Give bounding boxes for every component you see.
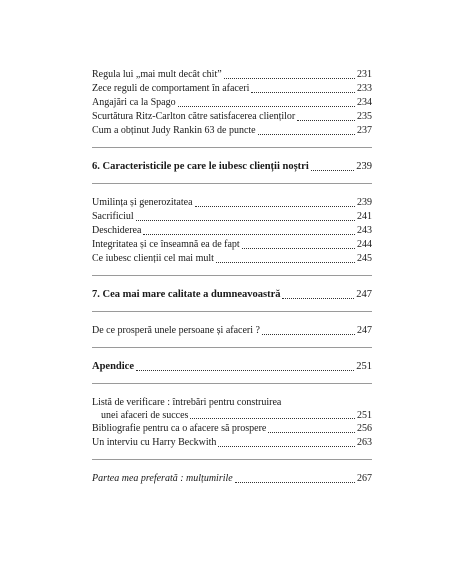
leader-dots [282,297,354,299]
toc-entry-page: 235 [357,111,372,122]
toc-entry-page: 233 [357,83,372,94]
leader-dots [251,91,355,93]
chapter-page: 239 [356,161,372,172]
toc-entry [92,68,372,82]
leader-dots [178,105,355,107]
leader-dots [143,233,355,235]
toc-entry [92,324,372,338]
toc-entry-label: De ce prosperă unele persoane și afaceri ? [92,325,260,336]
toc-entry-label: Sacrificiul [92,211,134,222]
toc-entry [92,210,372,224]
toc-entry-label: Ce iubesc clienții cel mai mult [92,253,214,264]
final-section [92,459,372,486]
chapter-heading [92,288,372,302]
toc-entry-label: Deschiderea [92,225,142,236]
leader-dots [311,169,355,171]
toc-entry-label: Angajări ca la Spago [92,97,176,108]
leader-dots [216,261,355,263]
appendix-heading [92,360,372,374]
toc-entry [92,472,372,486]
appendix-section [92,347,372,374]
toc-entry-page: 239 [357,197,372,208]
toc-entry-label: Bibliografie pentru ca o afacere să prospere [92,423,267,434]
leader-dots [235,481,355,483]
appendix-title: Apendice [92,361,134,372]
toc-entry-label: Integritatea și ce înseamnă ea de fapt [92,239,240,250]
toc-entry-label: Regula lui „mai mult decât chit” [92,69,222,80]
toc-entry-label-line2: unei afaceri de succes [101,410,189,421]
toc-entry-page: 234 [357,97,372,108]
toc-group-2 [92,183,372,266]
toc-entry-label: Zece reguli de comportament în afaceri [92,83,250,94]
toc-entry [92,124,372,138]
leader-dots [262,333,355,335]
leader-dots [136,219,355,221]
toc-entry-page: 251 [357,410,372,421]
leader-dots [268,431,355,433]
toc-entry [92,82,372,96]
toc-group-4 [92,383,372,450]
leader-dots [258,133,355,135]
toc-group-1 [92,68,372,138]
toc-group-3 [92,311,372,338]
toc-entry-page: 247 [357,325,372,336]
toc-entry [92,238,372,252]
toc-entry-page: 241 [357,211,372,222]
chapter-heading [92,160,372,174]
chapter-title: 6. Caracteristicile pe care le iubesc clienții noștri [92,161,309,172]
leader-dots [195,205,355,207]
toc-entry-label: Umilința și generozitatea [92,197,193,208]
toc-entry-page: 237 [357,125,372,136]
toc-entry [92,422,372,436]
toc-entry [92,196,372,210]
toc-entry-page: 243 [357,225,372,236]
leader-dots [242,247,355,249]
toc-entry-page: 244 [357,239,372,250]
table-of-contents [92,68,372,486]
toc-entry-label: Un interviu cu Harry Beckwith [92,437,217,448]
leader-dots [218,445,355,447]
leader-dots [224,77,355,79]
chapter-page: 247 [356,289,372,300]
toc-entry [92,436,372,450]
chapter-7-section [92,275,372,302]
toc-entry-label: Cum a obținut Judy Rankin 63 de puncte [92,125,256,136]
toc-entry [92,96,372,110]
toc-entry-label: Scurtătura Ritz-Carlton către satisfacerea clienților [92,111,296,122]
chapter-6-section [92,147,372,174]
toc-entry-page: 267 [357,473,372,484]
toc-entry-label-line1: Listă de verificare : întrebări pentru construirea [92,397,282,408]
toc-entry [92,252,372,266]
toc-entry [92,224,372,238]
toc-entry-page: 263 [357,437,372,448]
toc-entry-page: 256 [357,423,372,434]
toc-entry [92,110,372,124]
leader-dots [190,417,355,419]
appendix-page: 251 [356,361,372,372]
leader-dots [136,369,354,371]
toc-entry-label: Partea mea preferată : mulțumirile [92,473,233,484]
toc-entry [92,396,372,422]
toc-entry-page: 245 [357,253,372,264]
leader-dots [297,119,355,121]
chapter-title: 7. Cea mai mare calitate a dumneavoastră [92,289,281,300]
toc-entry-page: 231 [357,69,372,80]
